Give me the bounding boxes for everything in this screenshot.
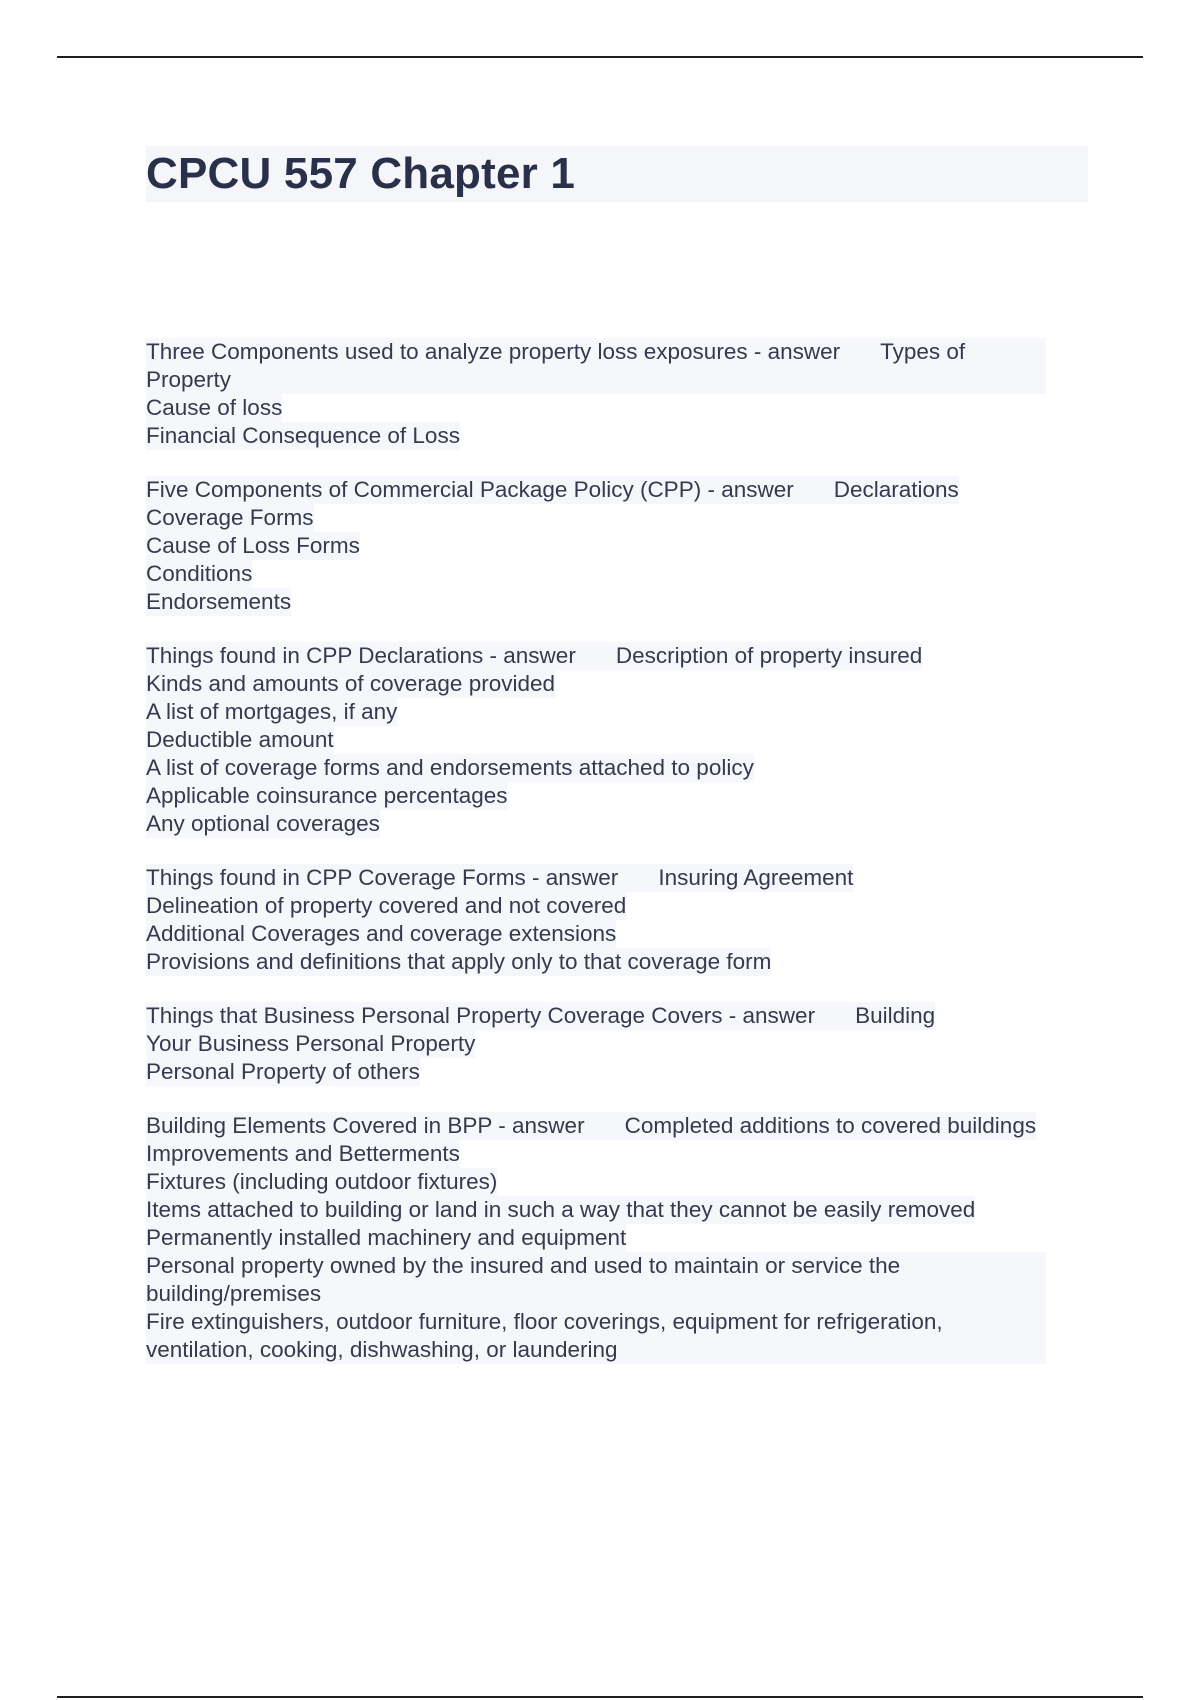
answer-line: Fixtures (including outdoor fixtures) — [146, 1169, 498, 1194]
answer-line: A list of mortgages, if any — [146, 699, 398, 724]
answer-line: Building — [855, 1003, 936, 1028]
answer-line: Cause of Loss Forms — [146, 533, 360, 558]
question-text: Building Elements Covered in BPP - — [146, 1113, 512, 1138]
flashcard — [146, 338, 1066, 450]
bottom-rule — [57, 1696, 1143, 1698]
flashcard — [146, 476, 1066, 616]
question-line — [146, 1002, 935, 1030]
answer-tag: answer — [721, 477, 794, 502]
question-line — [146, 476, 959, 504]
answer-line: Provisions and definitions that apply only to that coverage form — [146, 949, 772, 974]
flashcard — [146, 864, 1066, 976]
answer-tag: answer — [767, 339, 841, 364]
question-text: Things found in CPP Declarations - — [146, 643, 503, 668]
question-text: Five Components of Commercial Package Policy (CPP) - — [146, 477, 721, 502]
answer-line: Coverage Forms — [146, 505, 314, 530]
answer-line: Description of property insured — [615, 643, 923, 668]
answer-line: Applicable coinsurance percentages — [146, 783, 508, 808]
question-line — [146, 642, 922, 670]
question-text: Things found in CPP Coverage Forms - — [146, 865, 546, 890]
answer-line: Cause of loss — [146, 395, 283, 420]
answer-line: Permanently installed machinery and equipment — [146, 1225, 627, 1250]
answer-tag: answer — [545, 865, 619, 890]
question-line — [146, 864, 853, 892]
question-line — [146, 1112, 1036, 1140]
answer-line: Kinds and amounts of coverage provided — [146, 671, 556, 696]
answer-line: Types of Property — [146, 339, 966, 392]
question-line — [146, 338, 1046, 394]
flashcard-list — [146, 338, 1066, 1390]
answer-line: Endorsements — [146, 589, 292, 614]
answer-line: Delineation of property covered and not covered — [146, 893, 627, 918]
page-title: CPCU 557 Chapter 1 — [146, 146, 1088, 202]
answer-tag: answer — [512, 1113, 585, 1138]
answer-line: Improvements and Betterments — [146, 1141, 460, 1166]
answer-line: Your Business Personal Property — [146, 1031, 476, 1056]
answer-line: Financial Consequence of Loss — [146, 423, 460, 448]
answer-tag: answer — [503, 643, 576, 668]
answer-line: Fire extinguishers, outdoor furniture, floor coverings, equipment for refrigeration, ventilation, cooking, dishwashing, or laundering — [146, 1308, 1046, 1364]
answer-line: Declarations — [833, 477, 959, 502]
answer-line: Additional Coverages and coverage extensions — [146, 921, 617, 946]
answer-line: Personal property owned by the insured and used to maintain or service the building/premises — [146, 1252, 1046, 1308]
answer-line: Any optional coverages — [146, 811, 380, 836]
answer-line: Deductible amount — [146, 727, 334, 752]
answer-line: A list of coverage forms and endorsements attached to policy — [146, 755, 754, 780]
flashcard — [146, 1002, 1066, 1086]
answer-line: Conditions — [146, 561, 253, 586]
question-text: Three Components used to analyze property loss exposures - — [146, 339, 768, 364]
flashcard — [146, 1112, 1066, 1364]
question-text: Things that Business Personal Property Coverage Covers - — [146, 1003, 743, 1028]
flashcard — [146, 642, 1066, 838]
answer-line: Insuring Agreement — [658, 865, 854, 890]
answer-tag: answer — [742, 1003, 816, 1028]
answer-line: Items attached to building or land in such a way that they cannot be easily removed — [146, 1197, 976, 1222]
answer-line: Personal Property of others — [146, 1059, 420, 1084]
top-rule — [57, 56, 1143, 58]
answer-line: Completed additions to covered buildings — [624, 1113, 1037, 1138]
